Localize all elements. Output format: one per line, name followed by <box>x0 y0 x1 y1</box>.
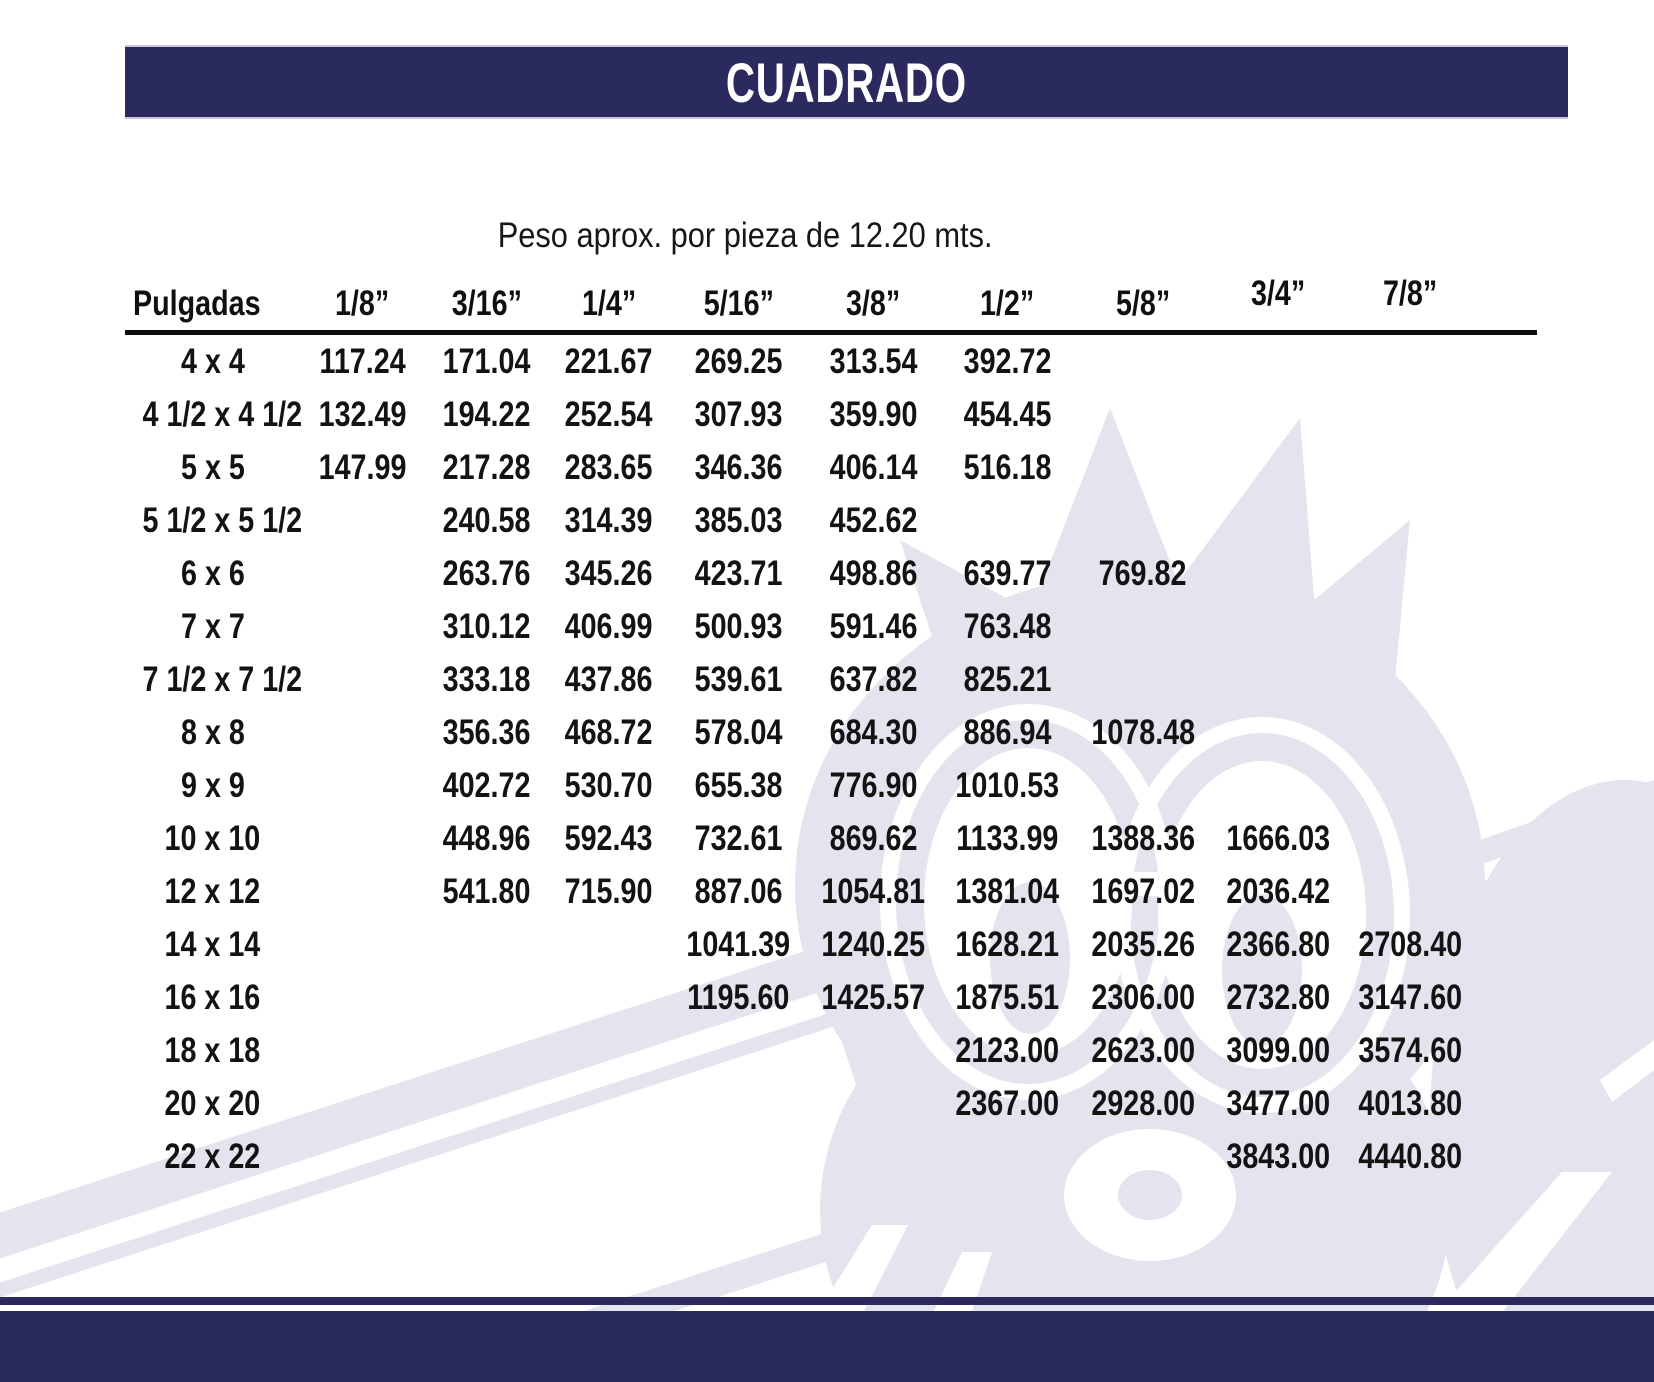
weight-value-cell <box>425 918 548 971</box>
weight-value-cell: 1666.03 <box>1226 818 1330 858</box>
row-spacer <box>1475 865 1537 918</box>
weight-value-cell: 448.96 <box>442 818 531 858</box>
row-spacer <box>1475 812 1537 865</box>
table-row <box>125 918 1537 971</box>
weight-value-cell: 3099.00 <box>1226 1030 1330 1070</box>
row-size-label: 18 x 18 <box>164 1030 261 1070</box>
weight-value-cell: 402.72 <box>442 765 531 805</box>
weight-value-cell <box>300 918 425 971</box>
row-spacer <box>1475 333 1537 389</box>
row-spacer <box>1475 547 1537 600</box>
weight-value-cell: 437.86 <box>565 659 653 699</box>
weight-value-cell: 423.71 <box>694 553 783 593</box>
weight-value-cell <box>1075 494 1211 547</box>
weight-value-cell: 346.36 <box>694 447 783 487</box>
weight-value-cell <box>425 1130 548 1183</box>
weight-value-cell <box>1211 653 1345 706</box>
weight-value-cell: 147.99 <box>318 447 407 487</box>
weight-value-cell <box>300 1077 425 1130</box>
row-size-label: 22 x 22 <box>164 1136 261 1176</box>
table-row <box>125 706 1537 759</box>
weight-value-cell: 221.67 <box>565 341 653 381</box>
weight-value-cell: 468.72 <box>565 712 653 752</box>
weight-value-cell: 252.54 <box>565 394 653 434</box>
weight-value-cell: 314.39 <box>565 500 653 540</box>
weight-value-cell: 263.76 <box>442 553 531 593</box>
weight-value-cell: 1875.51 <box>955 977 1060 1017</box>
weight-value-cell <box>1075 600 1211 653</box>
weight-value-cell: 1240.25 <box>821 924 926 964</box>
weight-value-cell: 2732.80 <box>1226 977 1330 1017</box>
weight-value-cell: 1041.39 <box>686 924 791 964</box>
weight-value-cell: 117.24 <box>319 341 406 381</box>
table-row <box>125 653 1537 706</box>
row-size-label: 12 x 12 <box>164 871 261 911</box>
table-row <box>125 865 1537 918</box>
table-row <box>125 759 1537 812</box>
weight-value-cell <box>425 971 548 1024</box>
table-row <box>125 812 1537 865</box>
row-size-label: 4 1/2 x 4 1/2 <box>142 394 303 434</box>
weight-value-cell: 541.80 <box>442 871 531 911</box>
row-size-label: 5 x 5 <box>180 447 245 487</box>
weight-value-cell <box>670 1130 807 1183</box>
weight-value-cell <box>300 494 425 547</box>
weight-value-cell: 500.93 <box>694 606 783 646</box>
subtitle-text: Peso aprox. por pieza de 12.20 mts. <box>497 216 993 255</box>
weight-value-cell <box>807 1077 940 1130</box>
weight-value-cell: 452.62 <box>829 500 918 540</box>
weight-value-cell: 406.14 <box>829 447 918 487</box>
column-header: 3/16” <box>425 250 548 333</box>
column-header: 3/4” <box>1211 250 1345 333</box>
weight-value-cell <box>1345 600 1475 653</box>
row-spacer <box>1475 653 1537 706</box>
weight-value-cell <box>300 971 425 1024</box>
table-row <box>125 1077 1537 1130</box>
row-size-label: 20 x 20 <box>164 1083 261 1123</box>
weight-value-cell: 498.86 <box>829 553 918 593</box>
weight-value-cell: 763.48 <box>963 606 1052 646</box>
weight-value-cell <box>940 1130 1075 1183</box>
weight-value-cell: 217.28 <box>442 447 531 487</box>
column-header-pulgadas: Pulgadas <box>125 250 300 333</box>
table-row <box>125 1024 1537 1077</box>
weight-value-cell: 2036.42 <box>1226 871 1330 911</box>
table-row <box>125 1130 1537 1183</box>
weight-value-cell <box>1345 388 1475 441</box>
weight-value-cell: 732.61 <box>694 818 783 858</box>
weight-value-cell: 1195.60 <box>687 977 790 1017</box>
row-size-label: 14 x 14 <box>164 924 261 964</box>
weight-value-cell <box>670 1024 807 1077</box>
weight-value-cell: 639.77 <box>963 553 1052 593</box>
row-size-label: 7 1/2 x 7 1/2 <box>142 659 303 699</box>
weight-value-cell: 869.62 <box>829 818 918 858</box>
weight-value-cell: 2035.26 <box>1091 924 1195 964</box>
weight-value-cell: 684.30 <box>829 712 918 752</box>
table-header-row <box>125 250 1537 333</box>
weight-value-cell <box>300 706 425 759</box>
weight-value-cell: 1010.53 <box>955 765 1060 805</box>
weight-value-cell: 530.70 <box>565 765 653 805</box>
weight-value-cell <box>670 1077 807 1130</box>
weight-value-cell <box>1345 865 1475 918</box>
weight-value-cell <box>1211 494 1345 547</box>
weight-value-cell: 1425.57 <box>821 977 926 1017</box>
weight-value-cell <box>1211 547 1345 600</box>
weight-value-cell <box>1345 706 1475 759</box>
row-size-label: 8 x 8 <box>180 712 245 752</box>
weight-value-cell: 1078.48 <box>1091 712 1195 752</box>
weight-value-cell <box>300 1130 425 1183</box>
weight-value-cell <box>1211 600 1345 653</box>
weight-value-cell <box>1345 547 1475 600</box>
row-spacer <box>1475 918 1537 971</box>
table-row <box>125 333 1537 389</box>
weight-value-cell <box>1345 653 1475 706</box>
footer-stripe <box>0 1297 1654 1305</box>
weight-value-cell: 333.18 <box>442 659 531 699</box>
table-row <box>125 600 1537 653</box>
weight-value-cell: 1628.21 <box>955 924 1060 964</box>
weight-value-cell: 1054.81 <box>821 871 926 911</box>
weight-value-cell <box>1075 333 1211 389</box>
weight-value-cell: 825.21 <box>963 659 1052 699</box>
weight-value-cell: 715.90 <box>565 871 653 911</box>
row-size-label: 6 x 6 <box>180 553 245 593</box>
weight-value-cell <box>300 812 425 865</box>
table-row <box>125 971 1537 1024</box>
weight-value-cell: 2306.00 <box>1091 977 1195 1017</box>
weight-value-cell <box>807 1024 940 1077</box>
weight-value-cell: 3574.60 <box>1358 1030 1462 1070</box>
weight-value-cell: 3147.60 <box>1358 977 1462 1017</box>
weight-value-cell <box>300 600 425 653</box>
weight-value-cell <box>548 1024 670 1077</box>
weight-value-cell: 194.22 <box>442 394 531 434</box>
column-header: 5/16” <box>670 250 807 333</box>
weight-value-cell: 269.25 <box>694 341 783 381</box>
header-spacer <box>1475 250 1537 333</box>
row-spacer <box>1475 388 1537 441</box>
column-header: 7/8” <box>1345 250 1475 333</box>
weight-value-cell <box>1211 441 1345 494</box>
weight-value-cell <box>300 653 425 706</box>
column-header: 1/4” <box>548 250 670 333</box>
weight-value-cell: 2123.00 <box>955 1030 1060 1070</box>
weight-value-cell <box>1345 494 1475 547</box>
row-spacer <box>1475 706 1537 759</box>
weight-value-cell <box>548 1077 670 1130</box>
row-size-label: 7 x 7 <box>180 606 245 646</box>
row-spacer <box>1475 494 1537 547</box>
column-header: 1/8” <box>300 250 425 333</box>
weight-value-cell <box>1075 388 1211 441</box>
page-title: CUADRADO <box>726 50 967 114</box>
weight-value-cell <box>1345 441 1475 494</box>
weight-value-cell: 454.45 <box>963 394 1052 434</box>
row-spacer <box>1475 441 1537 494</box>
weight-value-cell <box>425 1024 548 1077</box>
weight-value-cell: 3843.00 <box>1226 1136 1330 1176</box>
weight-value-cell: 1697.02 <box>1091 871 1195 911</box>
row-size-label: 5 1/2 x 5 1/2 <box>142 500 303 540</box>
weight-value-cell: 4013.80 <box>1358 1083 1462 1123</box>
row-spacer <box>1475 600 1537 653</box>
weight-value-cell: 578.04 <box>694 712 783 752</box>
weight-value-cell: 592.43 <box>565 818 653 858</box>
weight-value-cell: 539.61 <box>694 659 783 699</box>
column-header: 3/8” <box>807 250 940 333</box>
weight-value-cell <box>425 1077 548 1130</box>
row-size-label: 9 x 9 <box>180 765 245 805</box>
row-spacer <box>1475 1077 1537 1130</box>
weight-value-cell: 516.18 <box>963 447 1052 487</box>
weight-value-cell <box>548 918 670 971</box>
weight-value-cell: 307.93 <box>694 394 783 434</box>
weight-value-cell <box>548 1130 670 1183</box>
weight-value-cell <box>548 971 670 1024</box>
table-row <box>125 388 1537 441</box>
row-spacer <box>1475 759 1537 812</box>
weight-value-cell <box>1075 1130 1211 1183</box>
weight-value-cell: 171.04 <box>442 341 531 381</box>
weight-value-cell <box>1211 706 1345 759</box>
weight-value-cell: 887.06 <box>694 871 783 911</box>
weight-value-cell: 1388.36 <box>1091 818 1195 858</box>
weight-value-cell: 345.26 <box>565 553 653 593</box>
row-spacer <box>1475 971 1537 1024</box>
weight-value-cell: 132.49 <box>318 394 407 434</box>
column-header: 1/2” <box>940 250 1075 333</box>
weight-value-cell <box>1345 333 1475 389</box>
weight-value-cell: 776.90 <box>829 765 918 805</box>
weight-value-cell: 769.82 <box>1099 553 1187 593</box>
weight-value-cell <box>1211 333 1345 389</box>
weight-value-cell: 2928.00 <box>1091 1083 1195 1123</box>
weight-value-cell: 2367.00 <box>955 1083 1060 1123</box>
row-size-label: 10 x 10 <box>164 818 261 858</box>
weight-value-cell: 385.03 <box>694 500 783 540</box>
weight-value-cell <box>1211 759 1345 812</box>
weight-value-cell <box>300 759 425 812</box>
weight-value-cell: 310.12 <box>442 606 531 646</box>
row-spacer <box>1475 1024 1537 1077</box>
weight-value-cell: 2623.00 <box>1091 1030 1195 1070</box>
row-size-label: 16 x 16 <box>164 977 261 1017</box>
weight-value-cell: 2708.40 <box>1358 924 1462 964</box>
weight-value-cell <box>1075 653 1211 706</box>
title-bar <box>125 45 1568 119</box>
weight-value-cell: 655.38 <box>694 765 783 805</box>
weight-value-cell <box>300 865 425 918</box>
footer-bar <box>0 1311 1654 1382</box>
weight-value-cell <box>940 494 1075 547</box>
column-header: 5/8” <box>1075 250 1211 333</box>
table-row <box>125 494 1537 547</box>
weight-value-cell <box>1211 388 1345 441</box>
table-row <box>125 547 1537 600</box>
weight-value-cell: 356.36 <box>442 712 531 752</box>
weight-value-cell: 392.72 <box>963 341 1052 381</box>
weight-value-cell: 313.54 <box>829 341 918 381</box>
weight-value-cell: 1381.04 <box>955 871 1060 911</box>
weights-table <box>125 250 1537 1183</box>
row-size-label: 4 x 4 <box>180 341 245 381</box>
weight-value-cell: 406.99 <box>565 606 653 646</box>
weight-value-cell: 240.58 <box>442 500 531 540</box>
weight-value-cell <box>300 1024 425 1077</box>
weight-value-cell <box>807 1130 940 1183</box>
weight-value-cell: 2366.80 <box>1226 924 1330 964</box>
weight-value-cell <box>300 547 425 600</box>
weight-value-cell: 637.82 <box>829 659 918 699</box>
weight-value-cell <box>1345 812 1475 865</box>
table-row <box>125 441 1537 494</box>
weight-value-cell <box>1075 441 1211 494</box>
weight-value-cell <box>1075 759 1211 812</box>
weight-value-cell: 283.65 <box>565 447 653 487</box>
row-spacer <box>1475 1130 1537 1183</box>
weight-value-cell <box>1345 759 1475 812</box>
weight-value-cell: 591.46 <box>829 606 918 646</box>
weight-value-cell: 4440.80 <box>1358 1136 1462 1176</box>
weight-value-cell: 359.90 <box>829 394 918 434</box>
weight-value-cell: 886.94 <box>963 712 1052 752</box>
weight-value-cell: 1133.99 <box>956 818 1059 858</box>
weight-value-cell: 3477.00 <box>1226 1083 1330 1123</box>
